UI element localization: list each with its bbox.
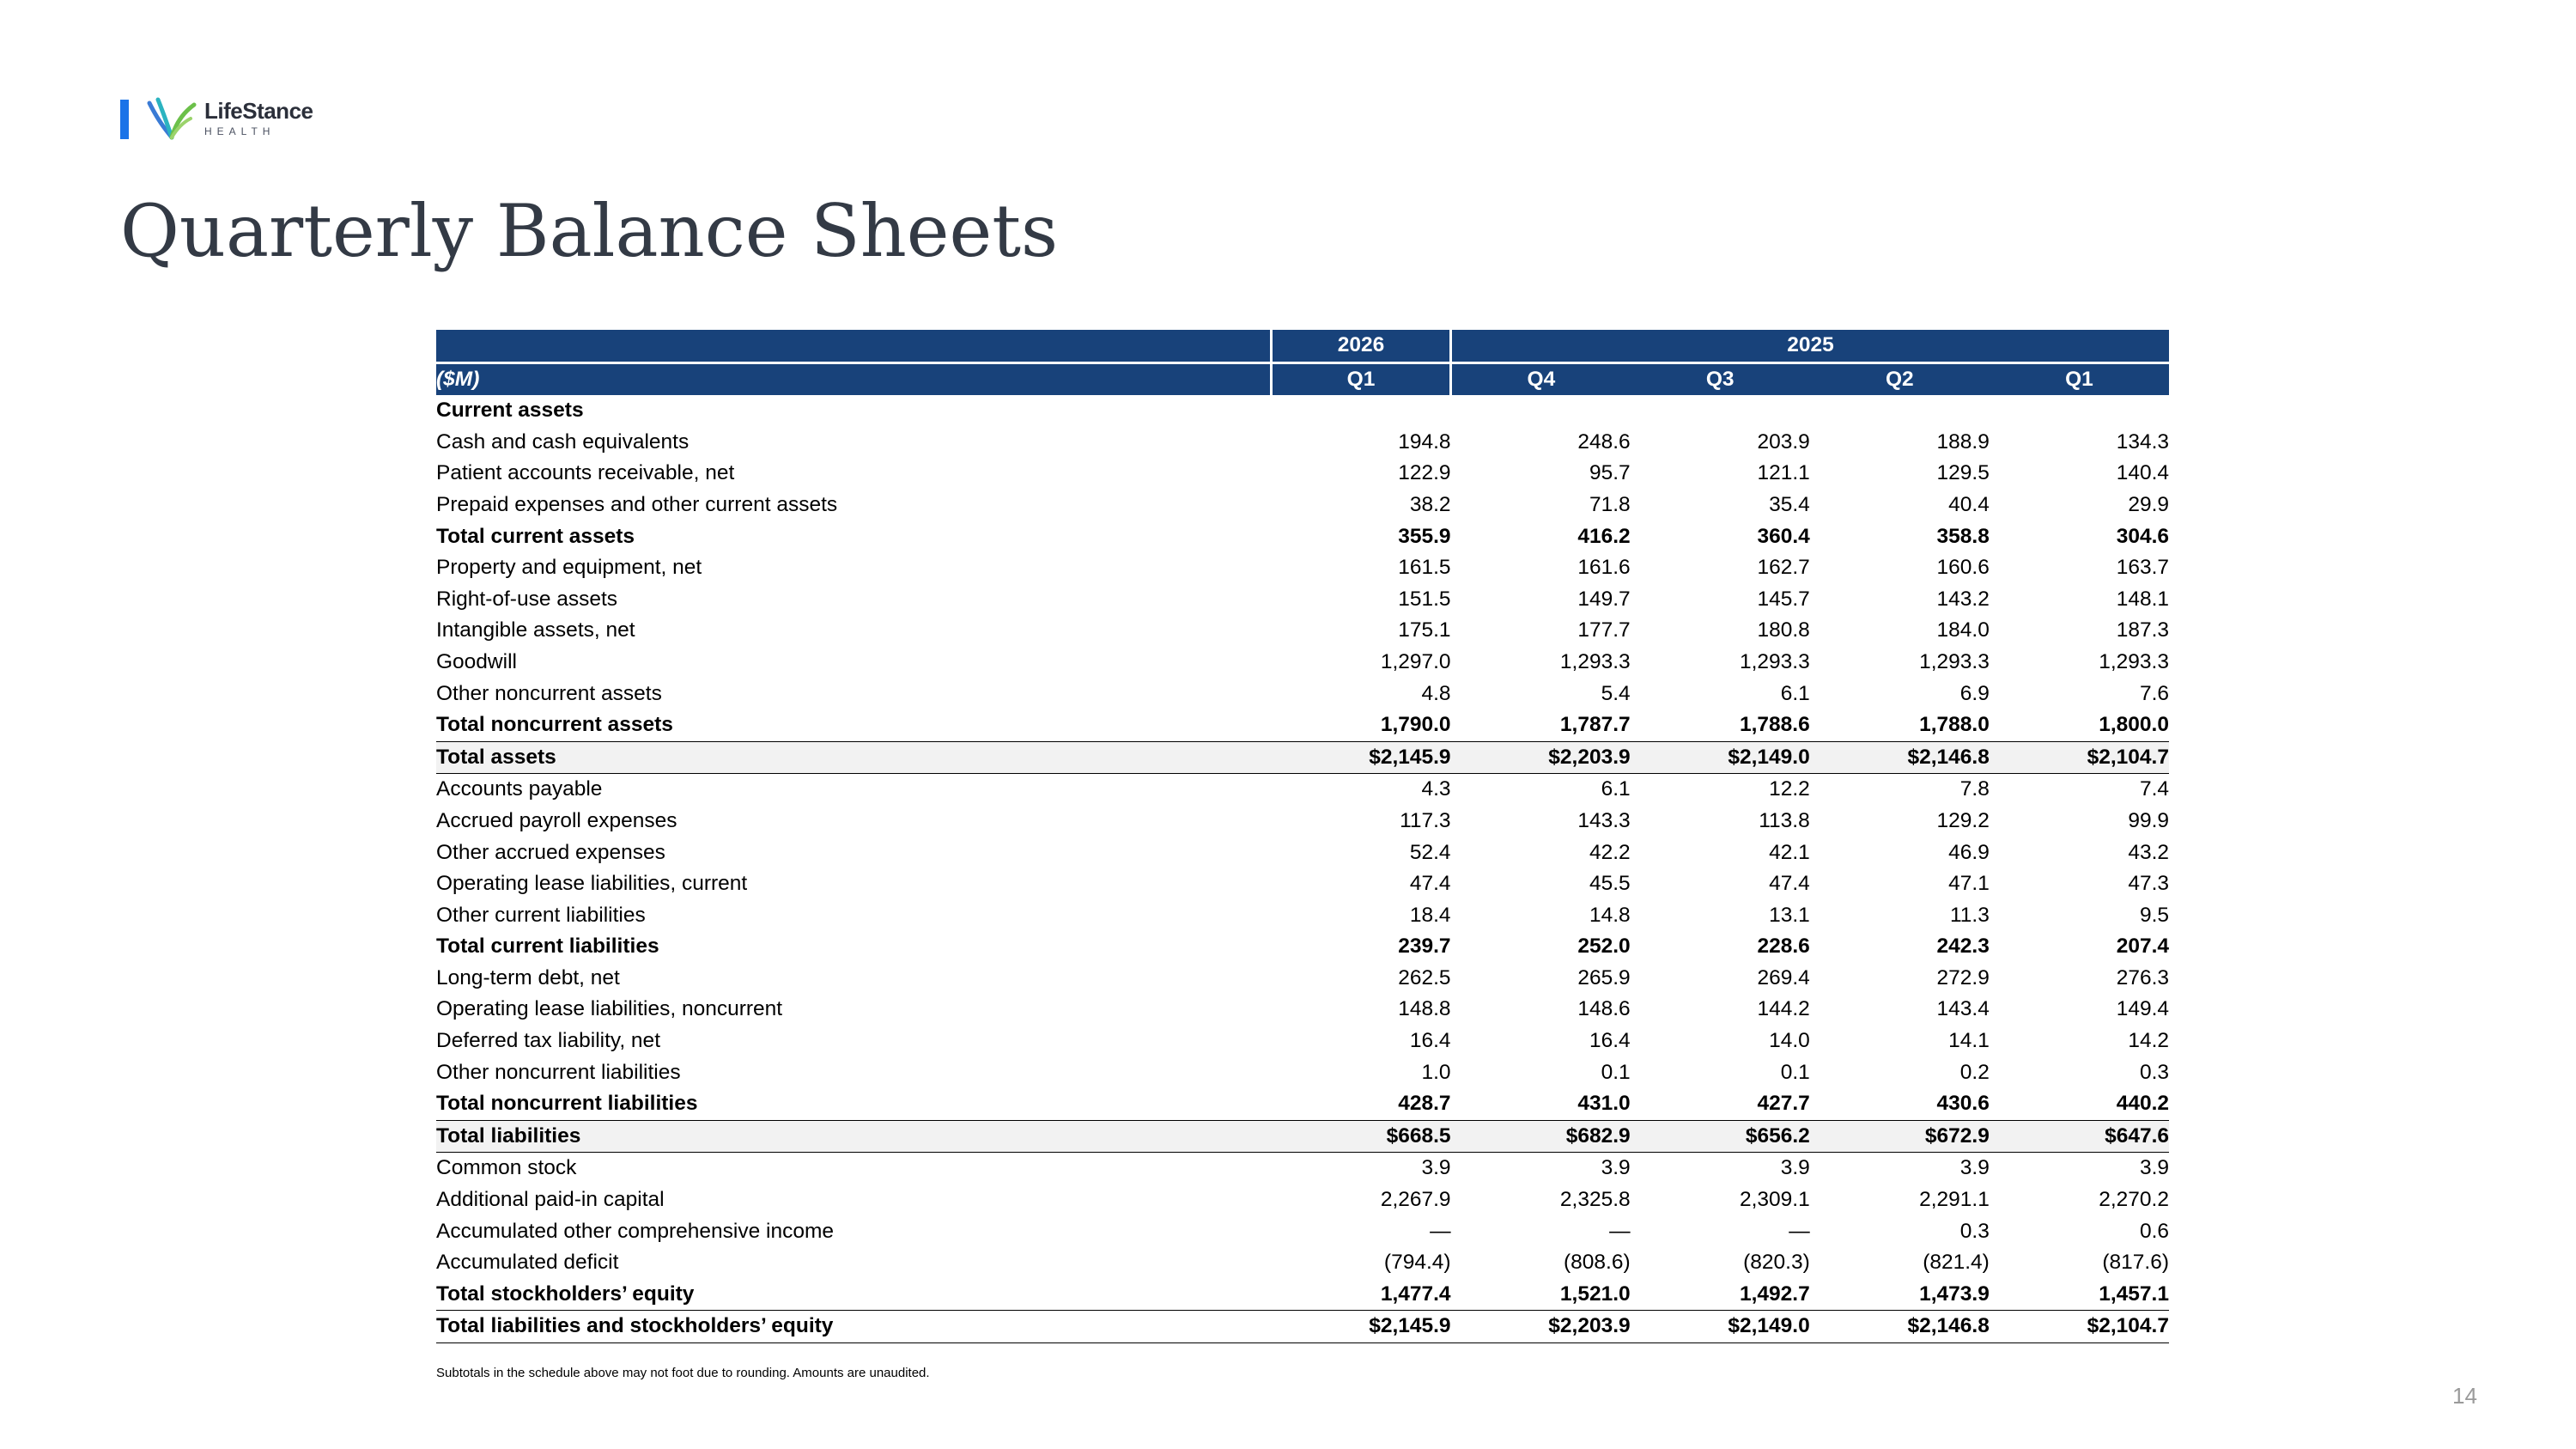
value-cell: 1,473.9: [1810, 1279, 1990, 1311]
value-cell: 0.2: [1959, 1060, 1990, 1084]
value-cell: 0.1: [1780, 1060, 1810, 1084]
value-cell: 248.6: [1577, 429, 1631, 454]
table-row: [436, 774, 2169, 806]
value-cell: 440.2: [1990, 1088, 2169, 1120]
table-row: [436, 1120, 2169, 1153]
row-label: Other accrued expenses: [436, 840, 665, 864]
year-header-row: [436, 330, 2169, 362]
row-label: Total liabilities: [436, 1120, 1271, 1153]
value-cell: 12.2: [1769, 777, 1810, 801]
table-row: [436, 647, 2169, 679]
value-cell: [1810, 395, 1990, 427]
quarter-header: Q1: [1990, 362, 2169, 395]
table-row: [436, 1088, 2169, 1120]
value-cell: —: [1430, 1219, 1451, 1243]
value-cell: 3.9: [1421, 1156, 1451, 1180]
table-row: [436, 994, 2169, 1026]
value-cell: $2,149.0: [1631, 1311, 1810, 1343]
row-label: Prepaid expenses and other current assets: [436, 492, 838, 516]
table-row: [436, 584, 2169, 616]
value-cell: 14.2: [2128, 1029, 2169, 1053]
value-cell: 1,787.7: [1451, 709, 1631, 741]
value-cell: 1,297.0: [1380, 649, 1451, 673]
logo-accent-bar: [120, 100, 129, 139]
value-cell: 13.1: [1769, 903, 1810, 927]
table-row: [436, 490, 2169, 521]
row-label: Goodwill: [436, 649, 517, 673]
quarter-header: Q3: [1631, 362, 1810, 395]
value-cell: 7.4: [2139, 777, 2169, 801]
value-cell: 47.3: [2128, 872, 2169, 896]
value-cell: $672.9: [1810, 1120, 1990, 1153]
value-cell: 272.9: [1936, 965, 1990, 989]
row-label: Intangible assets, net: [436, 618, 635, 642]
value-cell: 151.5: [1398, 587, 1451, 611]
value-cell: 16.4: [1409, 1029, 1451, 1053]
value-cell: 0.3: [1959, 1219, 1990, 1243]
value-cell: 430.6: [1810, 1088, 1990, 1120]
value-cell: 1,788.0: [1810, 709, 1990, 741]
row-label: Patient accounts receivable, net: [436, 461, 735, 485]
table-row: [436, 1026, 2169, 1057]
value-cell: 148.6: [1577, 997, 1631, 1021]
value-cell: $2,149.0: [1631, 741, 1810, 774]
value-cell: 2,325.8: [1559, 1188, 1631, 1212]
value-cell: 431.0: [1451, 1088, 1631, 1120]
row-label: Common stock: [436, 1156, 577, 1180]
table-row: [436, 931, 2169, 963]
value-cell: 143.3: [1577, 808, 1631, 832]
value-cell: 6.1: [1780, 681, 1810, 705]
table-row: [436, 615, 2169, 647]
value-cell: 1,457.1: [1990, 1279, 2169, 1311]
value-cell: (808.6): [1564, 1251, 1631, 1275]
table-row: [436, 1311, 2169, 1343]
value-cell: $2,104.7: [1990, 1311, 2169, 1343]
value-cell: 1,521.0: [1451, 1279, 1631, 1311]
value-cell: 129.2: [1936, 808, 1990, 832]
row-label: Total noncurrent liabilities: [436, 1088, 1271, 1120]
row-label: Total noncurrent assets: [436, 709, 1271, 741]
value-cell: 304.6: [2116, 524, 2169, 548]
value-cell: 1,477.4: [1271, 1279, 1450, 1311]
value-cell: 0.1: [1601, 1060, 1631, 1084]
value-cell: 143.2: [1936, 587, 1990, 611]
table-row: [436, 1279, 2169, 1311]
value-cell: 187.3: [2116, 618, 2169, 642]
table-row: [436, 741, 2169, 774]
value-cell: 3.9: [1601, 1156, 1631, 1180]
value-cell: 163.7: [2116, 556, 2169, 580]
value-cell: 1,788.6: [1631, 709, 1810, 741]
value-cell: 47.1: [1948, 872, 1990, 896]
value-cell: 262.5: [1398, 965, 1451, 989]
value-cell: 42.2: [1589, 840, 1631, 864]
value-cell: 47.4: [1409, 872, 1451, 896]
value-cell: 360.4: [1757, 524, 1810, 548]
value-cell: (821.4): [1923, 1251, 1990, 1275]
row-label: Other noncurrent liabilities: [436, 1060, 681, 1084]
value-cell: $2,203.9: [1451, 741, 1631, 774]
value-cell: 99.9: [2128, 808, 2169, 832]
row-label: Operating lease liabilities, current: [436, 872, 748, 896]
value-cell: 42.1: [1769, 840, 1810, 864]
value-cell: 1.0: [1421, 1060, 1451, 1084]
value-cell: 122.9: [1398, 461, 1451, 485]
page-number: 14: [2452, 1383, 2477, 1409]
balance-sheet-table: [436, 330, 2169, 1343]
row-label: Other noncurrent assets: [436, 681, 662, 705]
value-cell: 207.4: [2116, 935, 2169, 959]
value-cell: 161.5: [1398, 556, 1451, 580]
value-cell: 242.3: [1936, 935, 1990, 959]
value-cell: 2,309.1: [1740, 1188, 1810, 1212]
value-cell: 239.7: [1398, 935, 1451, 959]
year-header-2026: 2026: [1271, 330, 1450, 362]
row-label: Cash and cash equivalents: [436, 429, 690, 454]
value-cell: 1,800.0: [1990, 709, 2169, 741]
value-cell: 252.0: [1577, 935, 1631, 959]
footnote: Subtotals in the schedule above may not foot due to rounding. Amounts are unaudited.: [436, 1366, 930, 1380]
table-row: [436, 837, 2169, 869]
value-cell: 113.8: [1759, 808, 1810, 832]
value-cell: 265.9: [1577, 965, 1631, 989]
quarter-header: Q4: [1451, 362, 1631, 395]
value-cell: 149.4: [2116, 997, 2169, 1021]
value-cell: 203.9: [1757, 429, 1810, 454]
table-row: [436, 679, 2169, 710]
row-label: Current assets: [436, 399, 584, 423]
value-cell: 143.4: [1936, 997, 1990, 1021]
value-cell: 134.3: [2116, 429, 2169, 454]
value-cell: —: [1609, 1219, 1631, 1243]
value-cell: 16.4: [1589, 1029, 1631, 1053]
row-label: Operating lease liabilities, noncurrent: [436, 997, 783, 1021]
value-cell: 45.5: [1589, 872, 1631, 896]
value-cell: 1,293.3: [2099, 649, 2169, 673]
value-cell: [1271, 395, 1450, 427]
value-cell: 2,270.2: [2099, 1188, 2169, 1212]
value-cell: 14.0: [1769, 1029, 1810, 1053]
value-cell: 0.6: [2139, 1219, 2169, 1243]
row-label: Additional paid-in capital: [436, 1188, 665, 1212]
value-cell: 3.9: [1780, 1156, 1810, 1180]
value-cell: 3.9: [2139, 1156, 2169, 1180]
value-cell: 9.5: [2139, 903, 2169, 927]
quarter-header: Q1: [1271, 362, 1450, 395]
row-label: Accumulated other comprehensive income: [436, 1219, 835, 1243]
value-cell: 4.8: [1421, 681, 1451, 705]
value-cell: 38.2: [1409, 492, 1451, 516]
value-cell: 269.4: [1757, 965, 1810, 989]
row-label: Property and equipment, net: [436, 556, 702, 580]
value-cell: 148.1: [2116, 587, 2169, 611]
table-row: [436, 552, 2169, 584]
value-cell: 149.7: [1577, 587, 1631, 611]
company-logo: [120, 93, 395, 144]
value-cell: 4.3: [1421, 777, 1451, 801]
row-label: Total stockholders’ equity: [436, 1279, 1271, 1311]
lifestance-logo-icon: [146, 94, 197, 143]
value-cell: 177.7: [1577, 618, 1631, 642]
quarter-header-row: [436, 362, 2169, 395]
value-cell: 1,492.7: [1631, 1279, 1810, 1311]
value-cell: 1,293.3: [1559, 649, 1631, 673]
value-cell: 140.4: [2116, 461, 2169, 485]
quarter-header: Q2: [1810, 362, 1990, 395]
row-label: Total current assets: [436, 524, 635, 548]
value-cell: $656.2: [1631, 1120, 1810, 1153]
value-cell: 188.9: [1936, 429, 1990, 454]
balance-sheet-body: [436, 395, 2169, 1342]
row-label: Deferred tax liability, net: [436, 1029, 660, 1053]
page-title: Quarterly Balance Sheets: [120, 189, 1059, 273]
value-cell: —: [1789, 1219, 1810, 1243]
value-cell: 228.6: [1757, 935, 1810, 959]
value-cell: 144.2: [1757, 997, 1810, 1021]
value-cell: 29.9: [2128, 492, 2169, 516]
value-cell: $668.5: [1271, 1120, 1450, 1153]
value-cell: 162.7: [1757, 556, 1810, 580]
value-cell: 194.8: [1398, 429, 1451, 454]
value-cell: 14.1: [1948, 1029, 1990, 1053]
value-cell: 129.5: [1936, 461, 1990, 485]
value-cell: $647.6: [1990, 1120, 2169, 1153]
value-cell: 3.9: [1959, 1156, 1990, 1180]
value-cell: 145.7: [1757, 587, 1810, 611]
value-cell: 43.2: [2128, 840, 2169, 864]
table-row: [436, 427, 2169, 459]
value-cell: $2,146.8: [1810, 1311, 1990, 1343]
value-cell: 184.0: [1936, 618, 1990, 642]
value-cell: (794.4): [1383, 1251, 1451, 1275]
value-cell: 5.4: [1601, 681, 1631, 705]
value-cell: 175.1: [1398, 618, 1451, 642]
value-cell: 47.4: [1769, 872, 1810, 896]
value-cell: 35.4: [1769, 492, 1810, 516]
table-row: [436, 458, 2169, 490]
value-cell: $682.9: [1451, 1120, 1631, 1153]
table-row: [436, 1057, 2169, 1089]
value-cell: 428.7: [1271, 1088, 1450, 1120]
value-cell: 40.4: [1948, 492, 1990, 516]
brand-name: LifeStance: [204, 98, 313, 124]
value-cell: 416.2: [1577, 524, 1631, 548]
row-label: Other current liabilities: [436, 903, 646, 927]
value-cell: $2,104.7: [1990, 741, 2169, 774]
value-cell: 1,293.3: [1919, 649, 1990, 673]
table-row: [436, 1216, 2169, 1248]
table-row: [436, 395, 2169, 427]
value-cell: 358.8: [1936, 524, 1990, 548]
value-cell: 7.6: [2139, 681, 2169, 705]
value-cell: 95.7: [1589, 461, 1631, 485]
value-cell: 161.6: [1577, 556, 1631, 580]
value-cell: 14.8: [1589, 903, 1631, 927]
table-row: [436, 521, 2169, 553]
value-cell: 117.3: [1400, 808, 1451, 832]
unit-label: ($M): [436, 362, 1271, 395]
row-label: Accounts payable: [436, 777, 603, 801]
value-cell: 160.6: [1936, 556, 1990, 580]
header-blank-cell: [436, 330, 1271, 362]
value-cell: 52.4: [1409, 840, 1451, 864]
table-row: [436, 709, 2169, 741]
value-cell: 71.8: [1589, 492, 1631, 516]
row-label: Total current liabilities: [436, 935, 659, 959]
table-row: [436, 900, 2169, 932]
row-label: Total assets: [436, 741, 1271, 774]
value-cell: $2,145.9: [1271, 1311, 1450, 1343]
row-label: Right-of-use assets: [436, 587, 618, 611]
value-cell: (817.6): [2102, 1251, 2169, 1275]
row-label: Long-term debt, net: [436, 965, 620, 989]
table-row: [436, 868, 2169, 900]
row-label: Total liabilities and stockholders’ equity: [436, 1311, 1271, 1343]
value-cell: 6.9: [1959, 681, 1990, 705]
brand-subtitle: HEALTH: [204, 125, 276, 137]
value-cell: $2,145.9: [1271, 741, 1450, 774]
value-cell: 427.7: [1631, 1088, 1810, 1120]
value-cell: 1,293.3: [1740, 649, 1810, 673]
value-cell: (820.3): [1743, 1251, 1810, 1275]
value-cell: 6.1: [1601, 777, 1631, 801]
row-label: Accumulated deficit: [436, 1251, 619, 1275]
value-cell: 0.3: [2139, 1060, 2169, 1084]
value-cell: [1990, 395, 2169, 427]
table-row: [436, 1247, 2169, 1279]
table-row: [436, 806, 2169, 837]
year-header-2025: 2025: [1451, 330, 2169, 362]
value-cell: 18.4: [1409, 903, 1451, 927]
value-cell: 121.1: [1757, 461, 1810, 485]
value-cell: 11.3: [1949, 903, 1990, 927]
value-cell: 355.9: [1398, 524, 1451, 548]
value-cell: 46.9: [1948, 840, 1990, 864]
table-row: [436, 1184, 2169, 1216]
value-cell: 2,267.9: [1380, 1188, 1451, 1212]
value-cell: [1451, 395, 1631, 427]
value-cell: $2,203.9: [1451, 1311, 1631, 1343]
value-cell: 180.8: [1757, 618, 1810, 642]
table-row: [436, 1153, 2169, 1184]
table-row: [436, 963, 2169, 995]
value-cell: 2,291.1: [1919, 1188, 1990, 1212]
value-cell: 148.8: [1398, 997, 1451, 1021]
value-cell: $2,146.8: [1810, 741, 1990, 774]
value-cell: 1,790.0: [1271, 709, 1450, 741]
row-label: Accrued payroll expenses: [436, 808, 677, 832]
value-cell: 276.3: [2116, 965, 2169, 989]
value-cell: [1631, 395, 1810, 427]
value-cell: 7.8: [1959, 777, 1990, 801]
